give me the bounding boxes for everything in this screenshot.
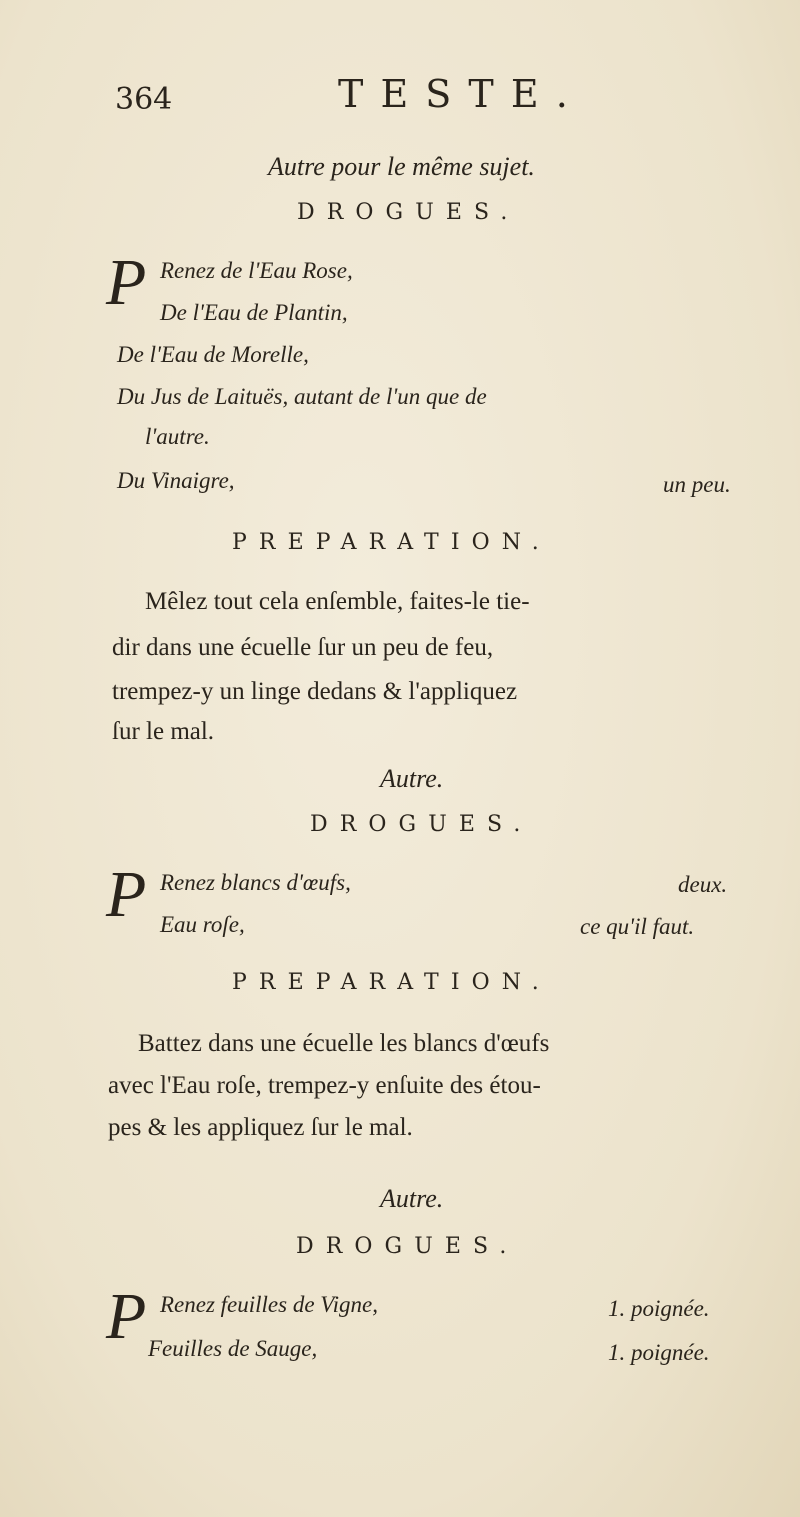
drogue-item: Du Vinaigre, bbox=[117, 468, 235, 493]
drop-cap: P bbox=[106, 1280, 147, 1353]
drogue-item: l'autre. bbox=[145, 424, 210, 449]
drogue-item: De l'Eau de Morelle, bbox=[117, 342, 309, 367]
preparation-line: Battez dans une écuelle les blancs d'œufs bbox=[138, 1030, 550, 1057]
drogues-heading: DROGUES. bbox=[297, 200, 520, 225]
drogues-heading: DROGUES. bbox=[310, 812, 533, 837]
page-number: 364 bbox=[115, 82, 173, 117]
section-title: Autre. bbox=[380, 1184, 444, 1213]
preparation-line: trempez-y un linge dedans & l'appliquez bbox=[112, 678, 518, 705]
section-title: Autre. bbox=[380, 764, 444, 793]
drogue-item: Renez de l'Eau Rose, bbox=[160, 258, 353, 283]
preparation-heading: PREPARATION. bbox=[232, 970, 551, 995]
drogue-item: Du Jus de Laituës, autant de l'un que de bbox=[117, 384, 487, 409]
drogue-quantity: 1. poignée. bbox=[608, 1296, 710, 1321]
drogue-item: De l'Eau de Plantin, bbox=[160, 300, 348, 325]
drogue-item: Eau roſe, bbox=[160, 912, 245, 937]
drop-cap: P bbox=[106, 246, 147, 319]
preparation-line: dir dans une écuelle ſur un peu de feu, bbox=[112, 634, 494, 661]
drogue-item: Renez feuilles de Vigne, bbox=[160, 1292, 378, 1317]
drogue-quantity: 1. poignée. bbox=[608, 1340, 710, 1365]
drogue-quantity: un peu. bbox=[663, 472, 731, 497]
drogue-quantity: deux. bbox=[678, 872, 728, 897]
running-head: TESTE. bbox=[338, 72, 585, 116]
drogue-quantity: ce qu'il faut. bbox=[580, 914, 695, 939]
preparation-line: Mêlez tout cela enſemble, faites-le tie- bbox=[145, 588, 530, 615]
section-title: Autre pour le même sujet. bbox=[268, 152, 535, 181]
preparation-line: ſur le mal. bbox=[112, 718, 215, 745]
preparation-line: avec l'Eau roſe, trempez-y enſuite des étou- bbox=[108, 1072, 541, 1099]
preparation-heading: PREPARATION. bbox=[232, 530, 551, 555]
drop-cap: P bbox=[106, 858, 147, 931]
preparation-line: pes & les appliquez ſur le mal. bbox=[108, 1114, 413, 1141]
drogues-heading: DROGUES. bbox=[296, 1234, 519, 1259]
drogue-item: Feuilles de Sauge, bbox=[148, 1336, 318, 1361]
drogue-item: Renez blancs d'œufs, bbox=[160, 870, 351, 895]
